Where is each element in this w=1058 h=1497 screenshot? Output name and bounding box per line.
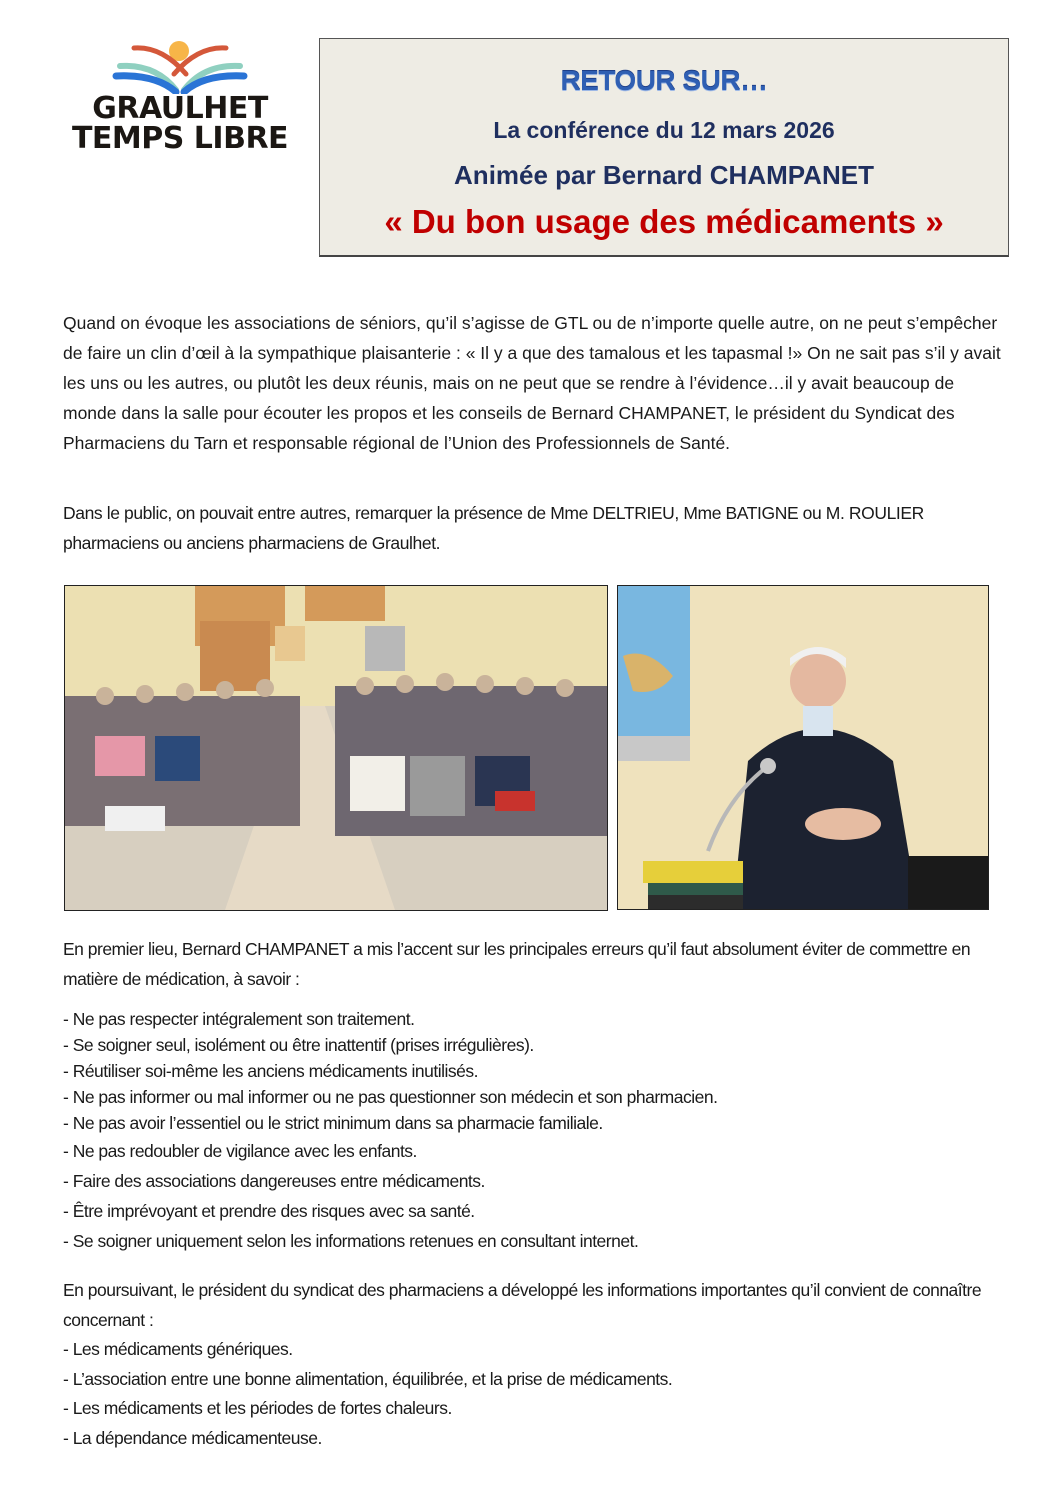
audience-left — [65, 679, 300, 831]
topics-intro-paragraph: En poursuivant, le président du syndicat des pharmaciens a développé les informations importantes qu’il convient de connaître concernant : — [63, 1280, 982, 1330]
list-item: - Ne pas avoir l’essentiel ou le strict minimum dans sa pharmacie familiale. — [63, 1113, 603, 1133]
list-item: - Se soigner seul, isolément ou être inattentif (prises irrégulières). — [63, 1035, 534, 1055]
list-item: - Ne pas informer ou mal informer ou ne pas questionner son médecin et son pharmacien. — [63, 1087, 718, 1107]
header-box — [319, 38, 1009, 257]
logo-line-2: TEMPS LIBRE — [71, 121, 289, 156]
intro-paragraph: Quand on évoque les associations de séniors, qu’il s’agisse de GTL ou de n’importe quelle autre, on ne peut s’empêcher de faire un clin d’œil à la sympathique plaisanterie : « Il y a que des tamalous et les tapasmal !» On ne sait pas s’il y avait les uns ou les autres, ou plutôt les deux réunis, mais on ne peut que se rendre à l’évidence…il y avait beaucoup de monde dans la salle pour écouter les propos et les conseils de Bernard CHAMPANET, le président du Syndicat des Pharmaciens du Tarn et responsable régional de l’Union des Professionnels de Santé. — [63, 313, 1001, 453]
logo-line-1: GRAULHET — [92, 91, 268, 126]
header-kicker: RETOUR SUR… — [560, 65, 768, 96]
logo-wordmark — [64, 91, 296, 156]
topics-list — [63, 1335, 672, 1453]
open-book-sun-icon — [112, 38, 248, 94]
audience-illustration — [65, 586, 607, 910]
list-item: - Réutiliser soi-même les anciens médicaments inutilisés. — [63, 1061, 478, 1081]
audience-right — [335, 673, 607, 836]
speaker-illustration — [618, 586, 988, 909]
attendees-paragraph: Dans le public, on pouvait entre autres, remarquer la présence de Mme DELTRIEU, Mme BATIGNE ou M. ROULIER pharmaciens ou anciens pharmaciens de Graulhet. — [63, 503, 924, 553]
list-item: - Faire des associations dangereuses entre médicaments. — [63, 1171, 485, 1191]
list-item: - Se soigner uniquement selon les informations retenues en consultant internet. — [63, 1231, 639, 1251]
list-item: - Les médicaments génériques. — [63, 1339, 293, 1359]
errors-intro-paragraph: En premier lieu, Bernard CHAMPANET a mis l’accent sur les principales erreurs qu’il faut absolument éviter de commettre en matière de médication, à savoir : — [63, 939, 971, 989]
list-item: - Ne pas respecter intégralement son traitement. — [63, 1009, 415, 1029]
list-item: - Les médicaments et les périodes de fortes chaleurs. — [63, 1398, 452, 1418]
errors-list — [63, 1006, 717, 1256]
list-item: - L’association entre une bonne alimentation, équilibrée, et la prise de médicaments. — [63, 1368, 673, 1389]
list-item: - Ne pas redoubler de vigilance avec les enfants. — [63, 1141, 417, 1161]
page-title: « Du bon usage des médicaments » — [384, 203, 944, 240]
conference-date: La conférence du 12 mars 2026 — [493, 117, 835, 143]
speaker-photo — [617, 585, 989, 910]
list-item: - Être imprévoyant et prendre des risques avec sa santé. — [63, 1201, 475, 1221]
audience-photo — [64, 585, 608, 911]
list-item: - La dépendance médicamenteuse. — [63, 1427, 322, 1448]
logo — [64, 38, 296, 158]
speaker-line: Animée par Bernard CHAMPANET — [454, 160, 874, 190]
